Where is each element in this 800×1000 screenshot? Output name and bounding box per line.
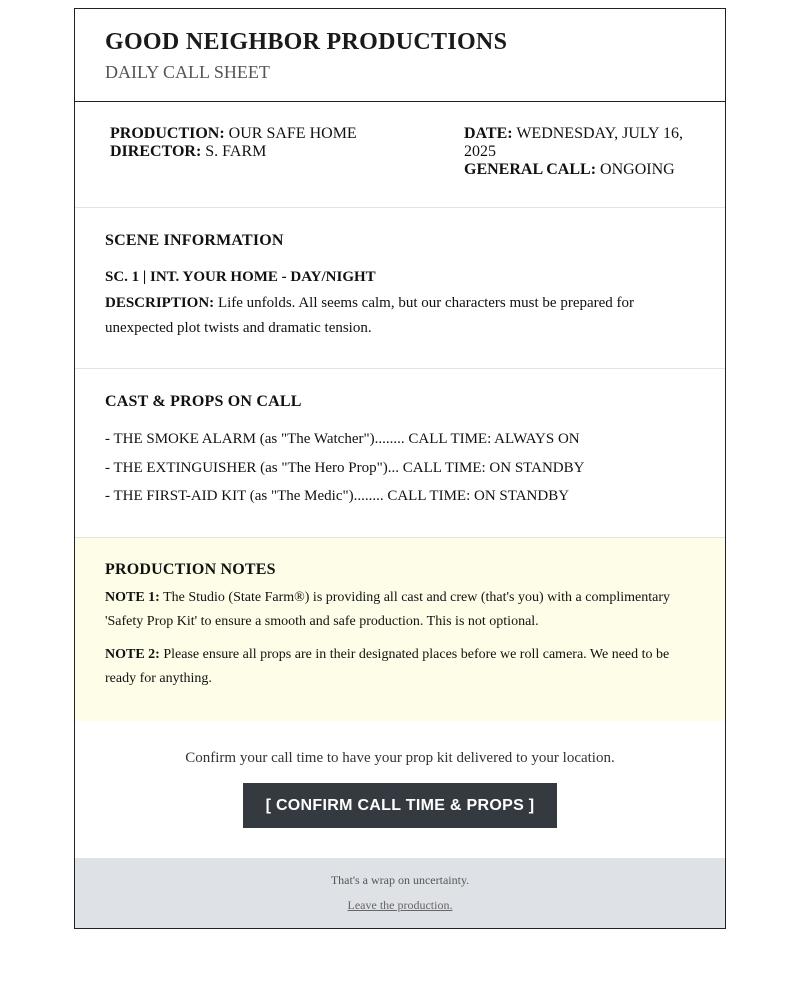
header (75, 9, 725, 102)
director-value: S. FARM (205, 143, 267, 160)
meta-left-column (110, 125, 410, 161)
cta-text: Confirm your call time to have your prop kit delivered to your location. (185, 750, 615, 766)
note-2-text: Please ensure all props are in their designated places before we roll camera. We need to be ready for anything. (105, 647, 670, 686)
date-line (464, 125, 704, 161)
confirm-call-time-button[interactable]: [ CONFIRM CALL TIME & PROPS ] (243, 783, 557, 828)
note-1-text: The Studio (State Farm®) is providing all cast and crew (that's you) with a complimentary 'Safety Prop Kit' to ensure a smooth and safe production. This is not optional. (105, 590, 671, 629)
meta-right-column (464, 125, 704, 179)
cast-section (75, 369, 725, 538)
description-label: DESCRIPTION: (105, 295, 215, 311)
director-label: DIRECTOR: (110, 143, 202, 160)
note-2-label: NOTE 2: (105, 647, 160, 662)
cast-item-extinguisher: - THE EXTINGUISHER (as "The Hero Prop")... CALL TIME: ON STANDBY (105, 459, 585, 476)
production-label: PRODUCTION: (110, 125, 225, 142)
date-label: DATE: (464, 125, 513, 142)
scene-section-title: SCENE INFORMATION (105, 232, 284, 249)
scene-section (75, 208, 725, 369)
leave-production-link[interactable]: Leave the production. (347, 898, 453, 912)
date-value: WEDNESDAY, JULY 16, 2025 (464, 125, 684, 160)
company-name: GOOD NEIGHBOR PRODUCTIONS (105, 29, 508, 55)
production-meta (75, 102, 725, 208)
general-call-value: ONGOING (600, 161, 675, 178)
call-sheet (74, 8, 726, 929)
director-line (110, 143, 410, 161)
description-text: Life unfolds. All seems calm, but our characters must be prepared for unexpected plot twists and dramatic tension. (105, 295, 635, 336)
production-line (110, 125, 410, 143)
production-notes (75, 538, 725, 721)
note-1-label: NOTE 1: (105, 590, 160, 605)
note-1 (105, 586, 695, 633)
general-call-label: GENERAL CALL: (464, 161, 597, 178)
general-call-line (464, 161, 704, 179)
document-type: DAILY CALL SHEET (105, 62, 270, 82)
cast-item-first-aid-kit: - THE FIRST-AID KIT (as "The Medic")........ CALL TIME: ON STANDBY (105, 488, 570, 504)
call-to-action (75, 721, 725, 858)
scene-heading: SC. 1 | INT. YOUR HOME - DAY/NIGHT (105, 269, 376, 285)
cast-item-smoke-alarm: - THE SMOKE ALARM (as "The Watcher")........ CALL TIME: ALWAYS ON (105, 431, 580, 447)
scene-description (105, 291, 695, 341)
footer-tagline: That's a wrap on uncertainty. (330, 873, 470, 887)
notes-title: PRODUCTION NOTES (105, 561, 276, 578)
cast-section-title: CAST & PROPS ON CALL (105, 393, 302, 410)
footer (75, 858, 725, 928)
note-2 (105, 643, 695, 690)
production-value: OUR SAFE HOME (228, 125, 357, 142)
cast-list (105, 425, 695, 511)
